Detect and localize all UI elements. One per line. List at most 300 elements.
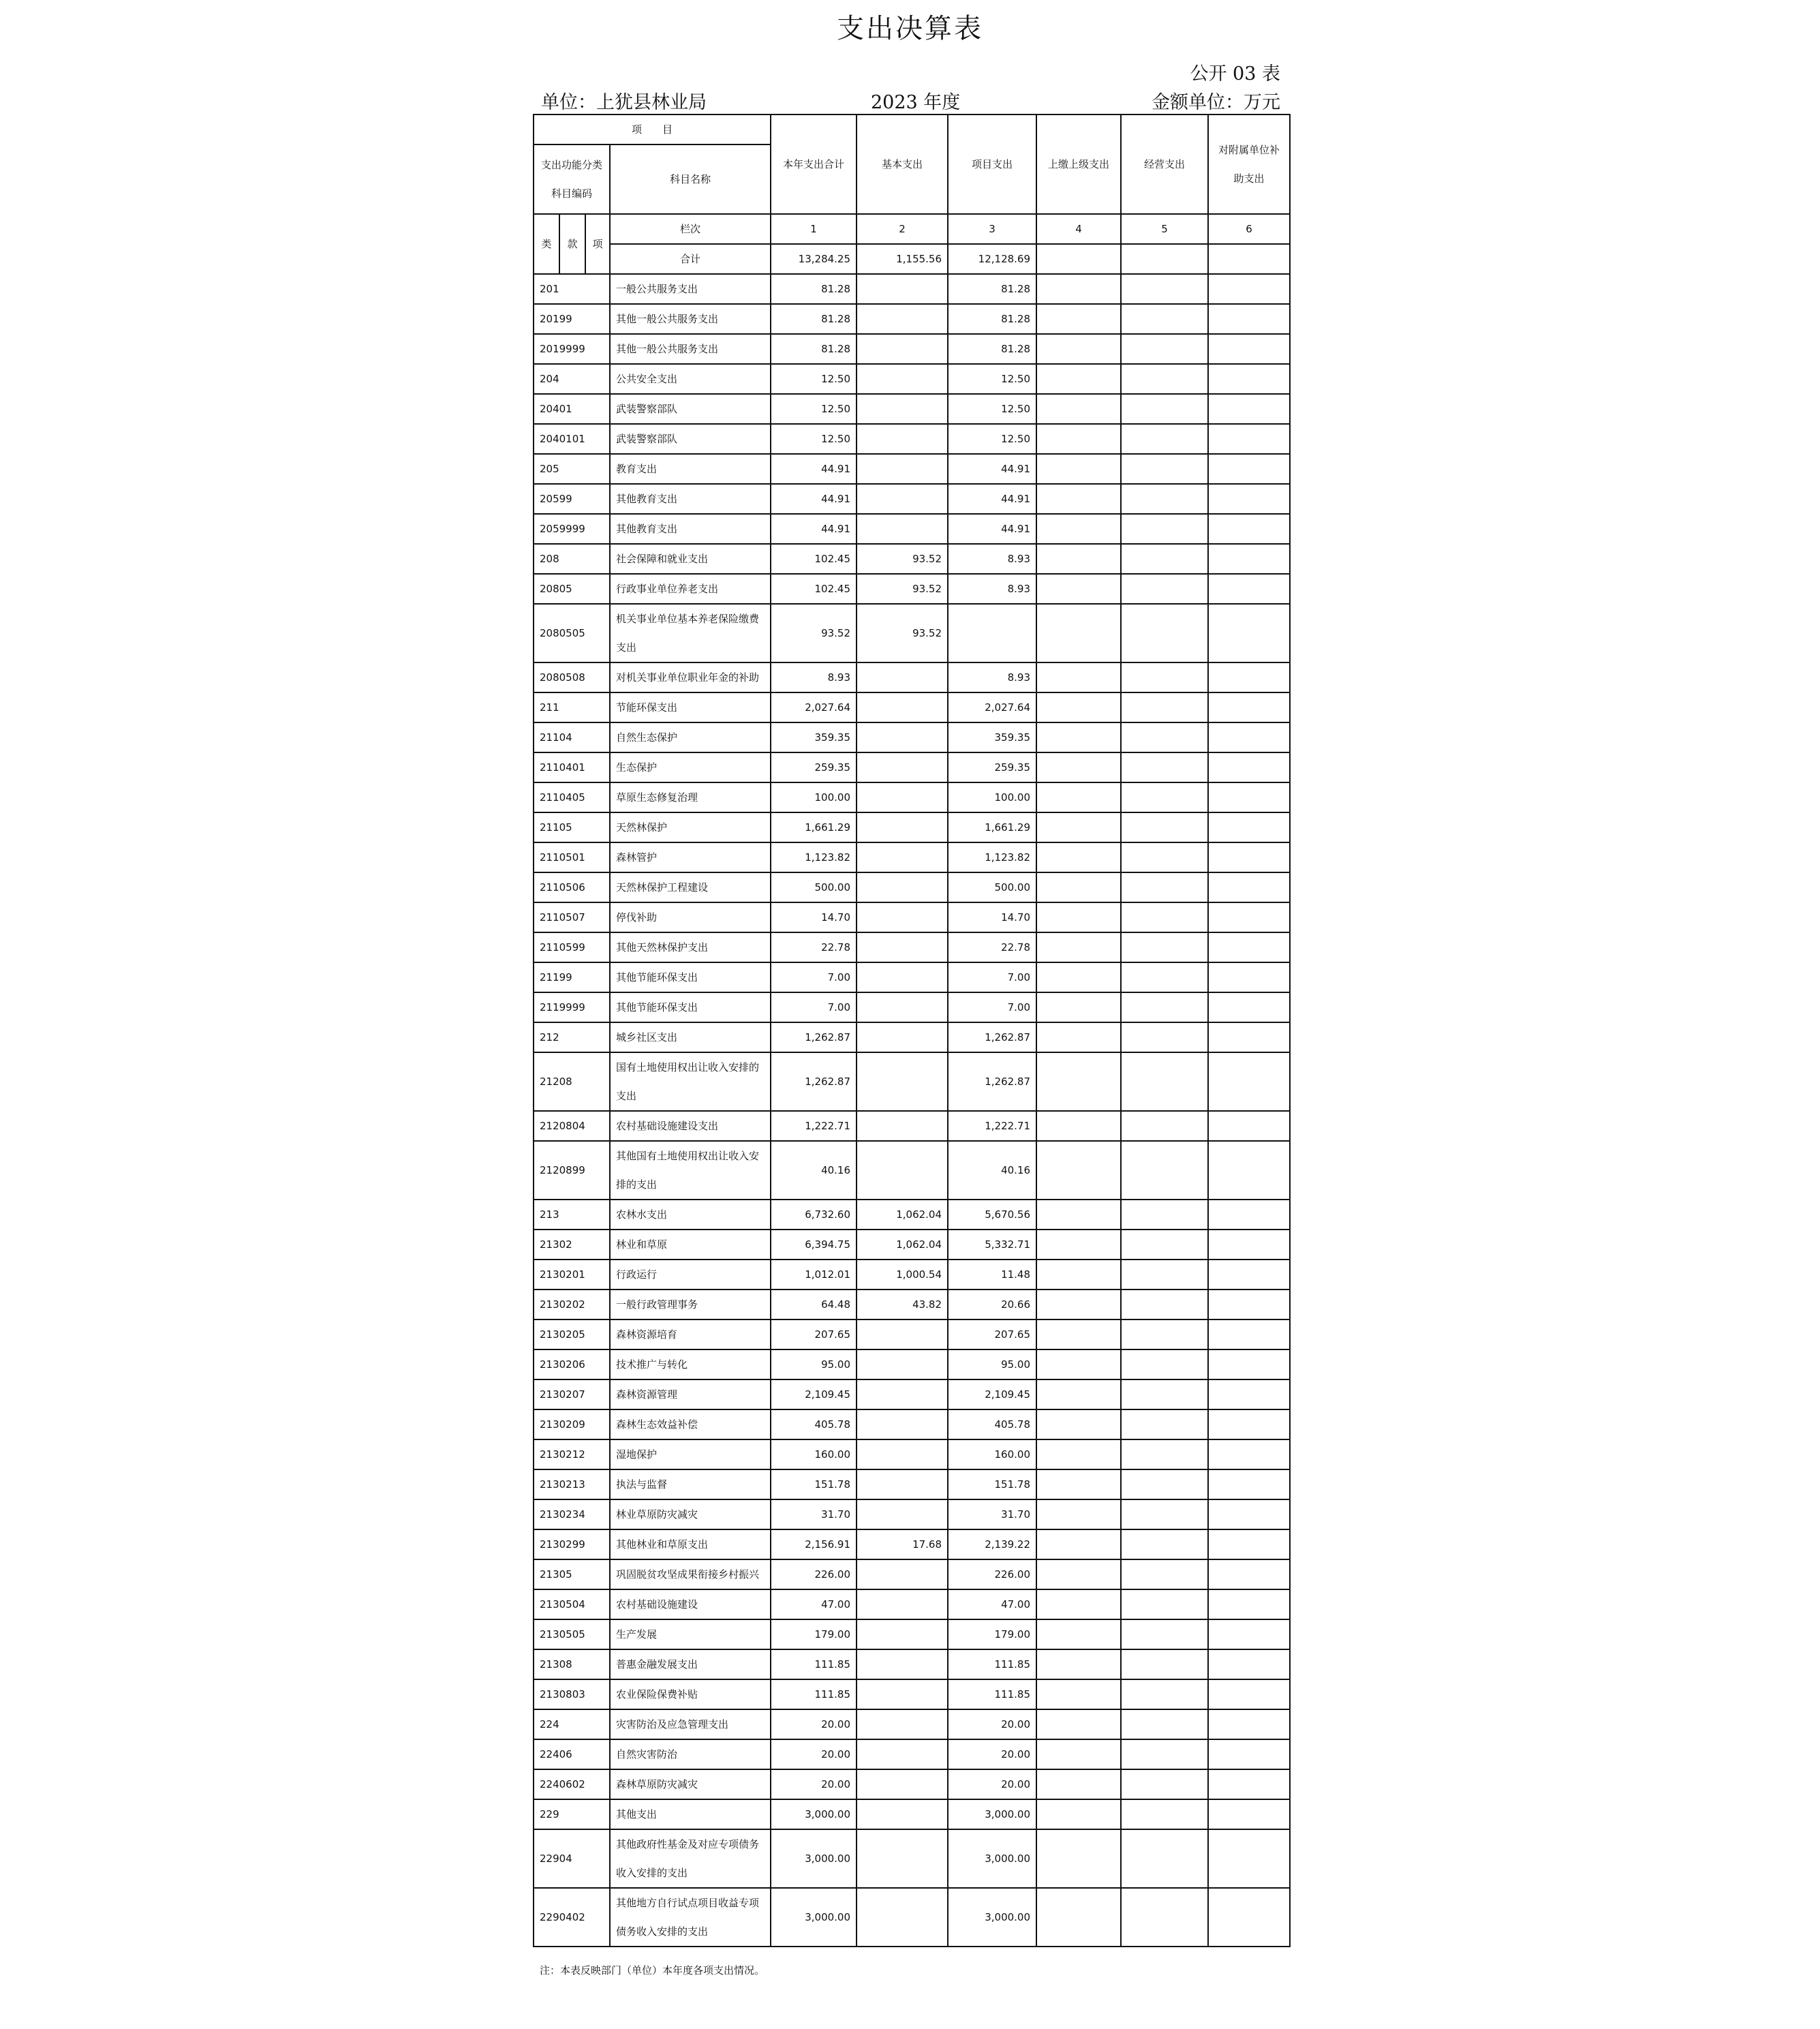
table-row <box>534 1499 1290 1529</box>
row-project: 95.00 <box>948 1349 1036 1379</box>
row-code: 205 <box>534 454 610 484</box>
row-subsidy <box>1208 752 1290 782</box>
row-subsidy <box>1208 1499 1290 1529</box>
row-basic <box>857 842 948 872</box>
row-upper <box>1036 1409 1121 1439</box>
row-basic <box>857 1649 948 1679</box>
row-total: 1,262.87 <box>771 1052 857 1111</box>
row-subsidy <box>1208 514 1290 544</box>
row-name: 行政运行 <box>610 1260 771 1290</box>
row-basic <box>857 1052 948 1111</box>
row-name: 机关事业单位基本养老保险缴费支出 <box>610 604 771 662</box>
row-code: 2110599 <box>534 932 610 962</box>
row-name: 自然生态保护 <box>610 722 771 752</box>
row-project: 20.66 <box>948 1290 1036 1319</box>
table-row <box>534 1559 1290 1589</box>
row-subsidy <box>1208 1709 1290 1739</box>
header-subsidy: 对附属单位补助支出 <box>1208 115 1290 214</box>
row-total: 47.00 <box>771 1589 857 1619</box>
row-subsidy <box>1208 1649 1290 1679</box>
row-code: 2130505 <box>534 1619 610 1649</box>
row-code: 21308 <box>534 1649 610 1679</box>
row-basic <box>857 662 948 692</box>
row-subsidy <box>1208 1379 1290 1409</box>
header-lei: 类 <box>534 214 559 274</box>
row-total: 22.78 <box>771 932 857 962</box>
row-name: 森林管护 <box>610 842 771 872</box>
row-basic <box>857 1619 948 1649</box>
row-name: 其他一般公共服务支出 <box>610 334 771 364</box>
row-project: 7.00 <box>948 962 1036 992</box>
row-total: 405.78 <box>771 1409 857 1439</box>
row-total: 160.00 <box>771 1439 857 1469</box>
reporting-unit: 单位：上犹县林业局 <box>541 92 707 113</box>
row-business <box>1121 544 1208 574</box>
total-upper <box>1036 244 1121 274</box>
row-code: 20805 <box>534 574 610 604</box>
row-code: 2130299 <box>534 1529 610 1559</box>
row-subsidy <box>1208 1469 1290 1499</box>
row-name: 行政事业单位养老支出 <box>610 574 771 604</box>
row-code: 224 <box>534 1709 610 1739</box>
row-project: 111.85 <box>948 1679 1036 1709</box>
row-project: 160.00 <box>948 1439 1036 1469</box>
row-name: 对机关事业单位职业年金的补助 <box>610 662 771 692</box>
row-business <box>1121 1589 1208 1619</box>
row-upper <box>1036 364 1121 394</box>
row-subsidy <box>1208 1022 1290 1052</box>
row-business <box>1121 1769 1208 1799</box>
row-total: 31.70 <box>771 1499 857 1529</box>
row-total: 359.35 <box>771 722 857 752</box>
row-code: 2130202 <box>534 1290 610 1319</box>
table-body <box>534 274 1290 1947</box>
row-subsidy <box>1208 1349 1290 1379</box>
row-project: 47.00 <box>948 1589 1036 1619</box>
row-basic <box>857 424 948 454</box>
row-subsidy <box>1208 1559 1290 1589</box>
row-upper <box>1036 1559 1121 1589</box>
row-total: 20.00 <box>771 1739 857 1769</box>
row-project: 20.00 <box>948 1769 1036 1799</box>
row-basic <box>857 1799 948 1829</box>
row-project: 40.16 <box>948 1141 1036 1200</box>
row-name: 普惠金融发展支出 <box>610 1649 771 1679</box>
row-business <box>1121 1888 1208 1947</box>
row-project <box>948 604 1036 662</box>
row-business <box>1121 1141 1208 1200</box>
row-basic <box>857 304 948 334</box>
row-subsidy <box>1208 1589 1290 1619</box>
row-total: 2,156.91 <box>771 1529 857 1559</box>
row-basic <box>857 1022 948 1052</box>
row-subsidy <box>1208 1290 1290 1319</box>
table-row <box>534 1319 1290 1349</box>
row-subsidy <box>1208 364 1290 394</box>
row-basic <box>857 692 948 722</box>
row-name: 一般行政管理事务 <box>610 1290 771 1319</box>
row-total: 12.50 <box>771 424 857 454</box>
row-upper <box>1036 842 1121 872</box>
row-subsidy <box>1208 1799 1290 1829</box>
row-business <box>1121 722 1208 752</box>
row-project: 11.48 <box>948 1260 1036 1290</box>
row-name: 社会保障和就业支出 <box>610 544 771 574</box>
total-business <box>1121 244 1208 274</box>
row-upper <box>1036 274 1121 304</box>
row-total: 44.91 <box>771 484 857 514</box>
row-subsidy <box>1208 1260 1290 1290</box>
header-upper: 上缴上级支出 <box>1036 115 1121 214</box>
row-name: 公共安全支出 <box>610 364 771 394</box>
row-business <box>1121 1679 1208 1709</box>
row-total: 93.52 <box>771 604 857 662</box>
row-name: 武装警察部队 <box>610 394 771 424</box>
table-row <box>534 304 1290 334</box>
row-project: 359.35 <box>948 722 1036 752</box>
table-row <box>534 662 1290 692</box>
header-basic: 基本支出 <box>857 115 948 214</box>
col-number-1: 1 <box>771 214 857 244</box>
header-kuan: 款 <box>559 214 585 274</box>
row-name: 森林草原防灾减灾 <box>610 1769 771 1799</box>
row-name: 生态保护 <box>610 752 771 782</box>
row-upper <box>1036 334 1121 364</box>
row-total: 111.85 <box>771 1649 857 1679</box>
table-row <box>534 1589 1290 1619</box>
row-code: 2040101 <box>534 424 610 454</box>
row-upper <box>1036 692 1121 722</box>
row-total: 226.00 <box>771 1559 857 1589</box>
row-total: 151.78 <box>771 1469 857 1499</box>
row-project: 20.00 <box>948 1709 1036 1739</box>
row-name: 其他一般公共服务支出 <box>610 304 771 334</box>
table-row <box>534 1829 1290 1888</box>
row-business <box>1121 992 1208 1022</box>
row-subsidy <box>1208 872 1290 902</box>
row-project: 100.00 <box>948 782 1036 812</box>
table-row <box>534 962 1290 992</box>
row-basic <box>857 364 948 394</box>
row-upper <box>1036 812 1121 842</box>
row-code: 2110507 <box>534 902 610 932</box>
row-total: 7.00 <box>771 992 857 1022</box>
row-code: 2110405 <box>534 782 610 812</box>
row-total: 6,394.75 <box>771 1230 857 1260</box>
row-project: 1,123.82 <box>948 842 1036 872</box>
row-business <box>1121 1739 1208 1769</box>
row-business <box>1121 1469 1208 1499</box>
table-row <box>534 1409 1290 1439</box>
row-name: 林业草原防灾减灾 <box>610 1499 771 1529</box>
row-business <box>1121 1260 1208 1290</box>
table-row <box>534 1230 1290 1260</box>
table-row <box>534 1290 1290 1319</box>
row-subsidy <box>1208 1200 1290 1230</box>
row-business <box>1121 932 1208 962</box>
row-subsidy <box>1208 1052 1290 1111</box>
row-name: 巩固脱贫攻坚成果衔接乡村振兴 <box>610 1559 771 1589</box>
row-basic <box>857 1409 948 1439</box>
row-project: 2,109.45 <box>948 1379 1036 1409</box>
row-code: 22904 <box>534 1829 610 1888</box>
row-name: 灾害防治及应急管理支出 <box>610 1709 771 1739</box>
total-label: 合计 <box>610 244 771 274</box>
row-upper <box>1036 1469 1121 1499</box>
row-basic: 17.68 <box>857 1529 948 1559</box>
row-business <box>1121 842 1208 872</box>
row-project: 22.78 <box>948 932 1036 962</box>
row-business <box>1121 1379 1208 1409</box>
row-business <box>1121 1319 1208 1349</box>
row-basic <box>857 514 948 544</box>
row-upper <box>1036 1052 1121 1111</box>
table-row <box>534 454 1290 484</box>
row-subsidy <box>1208 1529 1290 1559</box>
row-business <box>1121 692 1208 722</box>
row-name: 天然林保护工程建设 <box>610 872 771 902</box>
row-project: 81.28 <box>948 304 1036 334</box>
row-code: 22406 <box>534 1739 610 1769</box>
row-basic: 93.52 <box>857 604 948 662</box>
row-total: 1,262.87 <box>771 1022 857 1052</box>
header-code: 支出功能分类科目编码 <box>534 144 610 214</box>
table-note: 注：本表反映部门（单位）本年度各项支出情况。 <box>540 1964 765 1977</box>
row-code: 213 <box>534 1200 610 1230</box>
row-code: 2130206 <box>534 1349 610 1379</box>
row-upper <box>1036 1319 1121 1349</box>
row-code: 2120804 <box>534 1111 610 1141</box>
row-code: 20401 <box>534 394 610 424</box>
row-business <box>1121 1649 1208 1679</box>
row-code: 2019999 <box>534 334 610 364</box>
row-code: 2110401 <box>534 752 610 782</box>
row-basic: 43.82 <box>857 1290 948 1319</box>
row-code: 20599 <box>534 484 610 514</box>
row-basic: 93.52 <box>857 574 948 604</box>
row-basic <box>857 1379 948 1409</box>
row-total: 111.85 <box>771 1679 857 1709</box>
row-subsidy <box>1208 1111 1290 1141</box>
row-subsidy <box>1208 334 1290 364</box>
row-business <box>1121 812 1208 842</box>
row-basic: 1,062.04 <box>857 1230 948 1260</box>
row-subsidy <box>1208 1769 1290 1799</box>
row-business <box>1121 1052 1208 1111</box>
row-upper <box>1036 544 1121 574</box>
row-upper <box>1036 782 1121 812</box>
row-name: 其他节能环保支出 <box>610 992 771 1022</box>
row-project: 20.00 <box>948 1739 1036 1769</box>
row-business <box>1121 484 1208 514</box>
row-total: 6,732.60 <box>771 1200 857 1230</box>
row-name: 其他支出 <box>610 1799 771 1829</box>
table-row <box>534 1769 1290 1799</box>
row-basic <box>857 274 948 304</box>
row-project: 1,262.87 <box>948 1052 1036 1111</box>
row-total: 44.91 <box>771 454 857 484</box>
row-basic <box>857 1589 948 1619</box>
row-project: 14.70 <box>948 902 1036 932</box>
form-number: 公开 03 表 <box>1190 63 1280 85</box>
row-subsidy <box>1208 1319 1290 1349</box>
row-upper <box>1036 1349 1121 1379</box>
table-row <box>534 1469 1290 1499</box>
row-business <box>1121 1200 1208 1230</box>
row-total: 2,109.45 <box>771 1379 857 1409</box>
row-upper <box>1036 574 1121 604</box>
row-basic <box>857 334 948 364</box>
table-row <box>534 1619 1290 1649</box>
row-upper <box>1036 1230 1121 1260</box>
row-business <box>1121 1409 1208 1439</box>
table-row <box>534 722 1290 752</box>
row-project: 44.91 <box>948 484 1036 514</box>
page-title: 支出决算表 <box>837 13 983 44</box>
row-total: 44.91 <box>771 514 857 544</box>
table-row <box>534 752 1290 782</box>
row-total: 1,123.82 <box>771 842 857 872</box>
col-number-6: 6 <box>1208 214 1290 244</box>
row-code: 2290402 <box>534 1888 610 1947</box>
row-total: 3,000.00 <box>771 1829 857 1888</box>
row-upper <box>1036 1649 1121 1679</box>
row-code: 2130504 <box>534 1589 610 1619</box>
row-total: 207.65 <box>771 1319 857 1349</box>
row-total: 12.50 <box>771 364 857 394</box>
row-name: 城乡社区支出 <box>610 1022 771 1052</box>
row-total: 8.93 <box>771 662 857 692</box>
row-code: 2130803 <box>534 1679 610 1709</box>
row-business <box>1121 872 1208 902</box>
row-basic <box>857 752 948 782</box>
row-upper <box>1036 902 1121 932</box>
row-total: 3,000.00 <box>771 1888 857 1947</box>
row-upper <box>1036 604 1121 662</box>
row-project: 500.00 <box>948 872 1036 902</box>
row-subsidy <box>1208 274 1290 304</box>
row-basic: 93.52 <box>857 544 948 574</box>
row-total: 1,222.71 <box>771 1111 857 1141</box>
header-item: 项 目 <box>534 115 771 144</box>
header-lanci: 栏次 <box>610 214 771 244</box>
table-row <box>534 364 1290 394</box>
row-total: 102.45 <box>771 574 857 604</box>
row-subsidy <box>1208 722 1290 752</box>
row-total: 14.70 <box>771 902 857 932</box>
row-subsidy <box>1208 604 1290 662</box>
table-row <box>534 902 1290 932</box>
row-business <box>1121 454 1208 484</box>
row-business <box>1121 1559 1208 1589</box>
row-code: 21208 <box>534 1052 610 1111</box>
row-project: 12.50 <box>948 364 1036 394</box>
money-unit: 金额单位：万元 <box>1152 92 1280 113</box>
row-subsidy <box>1208 424 1290 454</box>
row-basic <box>857 1499 948 1529</box>
table-row <box>534 394 1290 424</box>
table-row <box>534 1260 1290 1290</box>
row-upper <box>1036 1379 1121 1409</box>
row-business <box>1121 364 1208 394</box>
row-business <box>1121 304 1208 334</box>
row-upper <box>1036 962 1121 992</box>
row-basic <box>857 1709 948 1739</box>
row-upper <box>1036 872 1121 902</box>
row-name: 草原生态修复治理 <box>610 782 771 812</box>
row-basic <box>857 1559 948 1589</box>
header-name: 科目名称 <box>610 144 771 214</box>
row-basic <box>857 1439 948 1469</box>
row-project: 1,661.29 <box>948 812 1036 842</box>
row-name: 其他政府性基金及对应专项债务收入安排的支出 <box>610 1829 771 1888</box>
row-upper <box>1036 484 1121 514</box>
row-basic <box>857 902 948 932</box>
row-business <box>1121 782 1208 812</box>
row-upper <box>1036 1141 1121 1200</box>
row-total: 81.28 <box>771 304 857 334</box>
row-subsidy <box>1208 1619 1290 1649</box>
row-total: 100.00 <box>771 782 857 812</box>
row-subsidy <box>1208 1409 1290 1439</box>
row-total: 81.28 <box>771 274 857 304</box>
row-upper <box>1036 514 1121 544</box>
table-row <box>534 932 1290 962</box>
row-business <box>1121 1349 1208 1379</box>
row-subsidy <box>1208 574 1290 604</box>
row-upper <box>1036 1022 1121 1052</box>
total-project: 12,128.69 <box>948 244 1036 274</box>
row-code: 2110501 <box>534 842 610 872</box>
row-upper <box>1036 394 1121 424</box>
row-business <box>1121 1111 1208 1141</box>
row-total: 1,661.29 <box>771 812 857 842</box>
row-total: 20.00 <box>771 1709 857 1739</box>
row-project: 7.00 <box>948 992 1036 1022</box>
row-business <box>1121 1619 1208 1649</box>
row-project: 8.93 <box>948 662 1036 692</box>
header-business: 经营支出 <box>1121 115 1208 214</box>
row-name: 生产发展 <box>610 1619 771 1649</box>
header-project: 项目支出 <box>948 115 1036 214</box>
row-subsidy <box>1208 1679 1290 1709</box>
row-subsidy <box>1208 962 1290 992</box>
table-row <box>534 274 1290 304</box>
row-upper <box>1036 1439 1121 1469</box>
row-basic <box>857 1679 948 1709</box>
expenditure-table <box>533 114 1291 1947</box>
row-code: 2130209 <box>534 1409 610 1439</box>
row-upper <box>1036 992 1121 1022</box>
row-project: 151.78 <box>948 1469 1036 1499</box>
row-upper <box>1036 752 1121 782</box>
row-basic <box>857 1319 948 1349</box>
table-row <box>534 1709 1290 1739</box>
row-total: 81.28 <box>771 334 857 364</box>
row-subsidy <box>1208 1739 1290 1769</box>
row-upper <box>1036 1769 1121 1799</box>
row-code: 2130234 <box>534 1499 610 1529</box>
table-row <box>534 1022 1290 1052</box>
row-name: 农业保险保费补贴 <box>610 1679 771 1709</box>
row-business <box>1121 1230 1208 1260</box>
row-project: 405.78 <box>948 1409 1036 1439</box>
row-upper <box>1036 304 1121 334</box>
col-number-4: 4 <box>1036 214 1121 244</box>
row-basic <box>857 932 948 962</box>
row-code: 211 <box>534 692 610 722</box>
row-name: 农村基础设施建设 <box>610 1589 771 1619</box>
